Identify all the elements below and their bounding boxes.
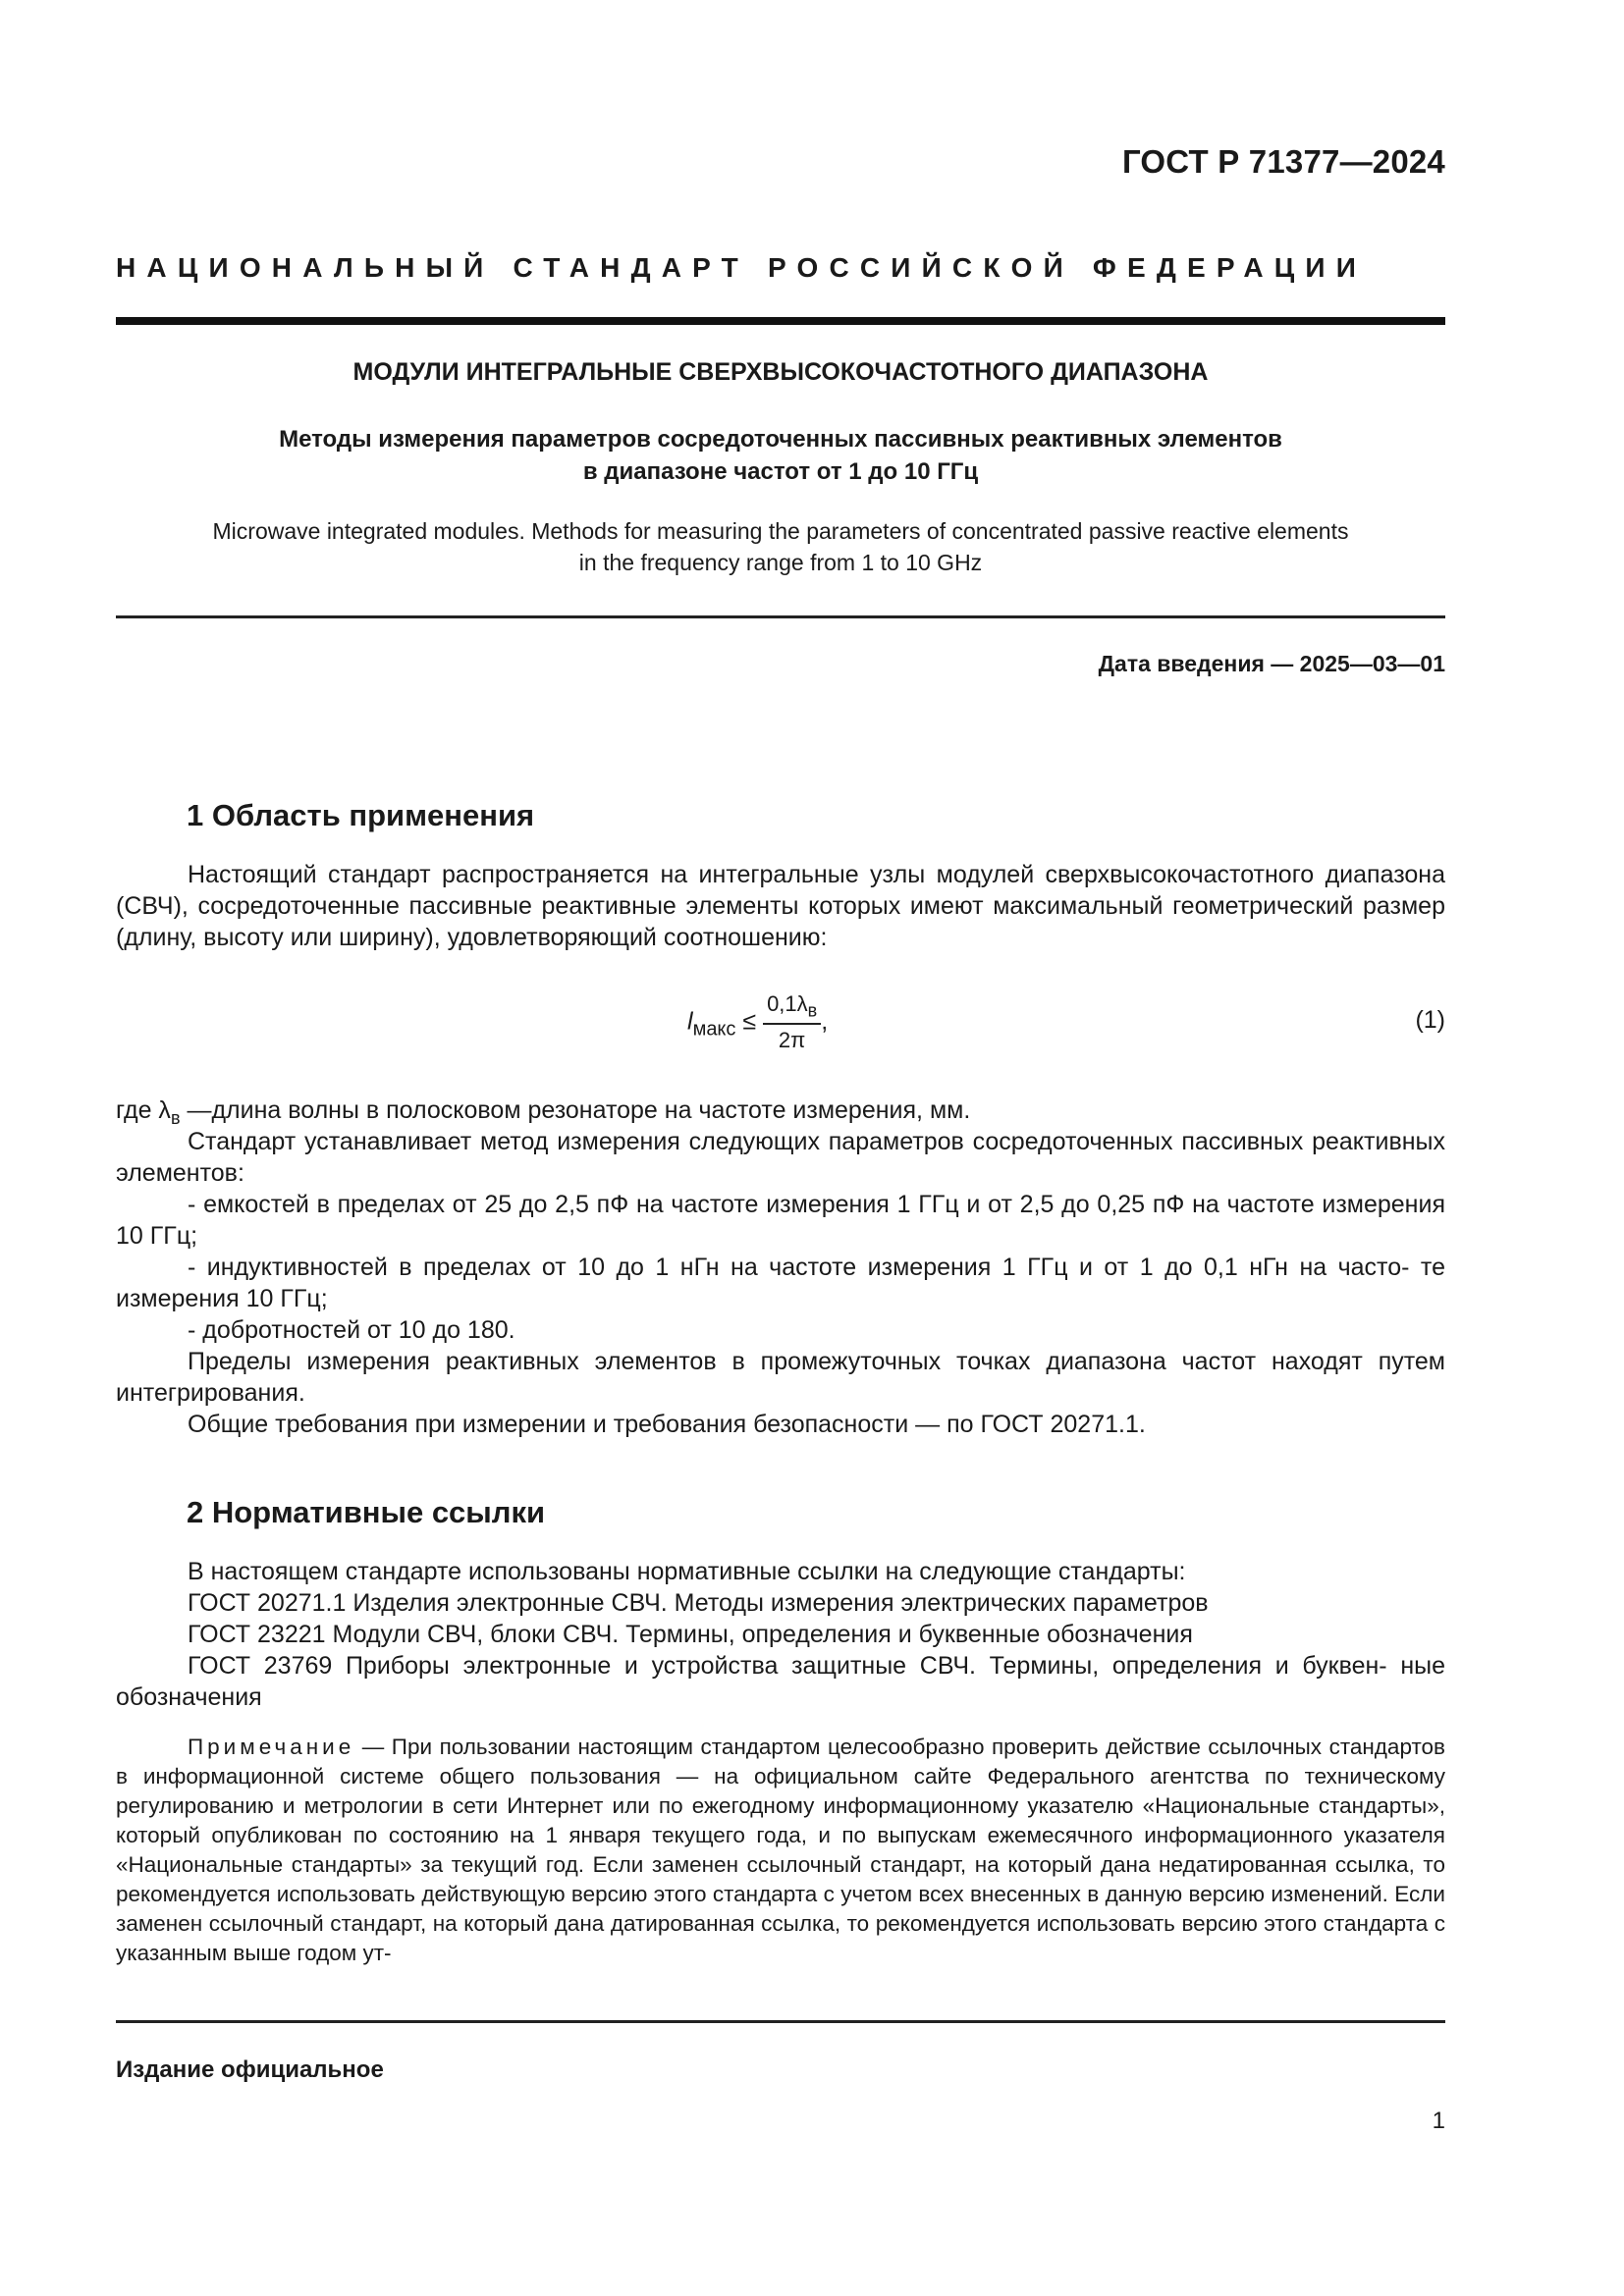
formula-trailing-comma: ,: [821, 1007, 829, 1036]
references-intro: В настоящем стандарте использованы нормативные ссылки на следующие стандарты:: [188, 1558, 1186, 1585]
parameters-paragraph: Стандарт устанавливает метод измерения следующих параметров сосредоточенных пассивных реактивных элементов:: [116, 1128, 1445, 1187]
document-title: МОДУЛИ ИНТЕГРАЛЬНЫЕ СВЕРХВЫСОКОЧАСТОТНОГО ДИАПАЗОНА: [352, 358, 1209, 386]
limits-paragraph: Пределы измерения реактивных элементов в промежуточных точках диапазона частот находят путем интегрирования.: [116, 1348, 1445, 1407]
where-prefix: где λ: [116, 1096, 171, 1124]
list-item-quality-factor: - добротностей от 10 до 180.: [188, 1316, 515, 1344]
requirements-paragraph: Общие требования при измерении и требования безопасности — по ГОСТ 20271.1.: [188, 1411, 1146, 1438]
note-label: Примечание: [188, 1735, 355, 1759]
formula-lhs-variable: l: [687, 1007, 693, 1036]
document-number: ГОСТ Р 71377—2024: [1121, 143, 1445, 180]
scope-paragraph: Настоящий стандарт распространяется на интегральные узлы модулей сверхвысокочастотного диапазона (СВЧ), сосредоточенные пассивные реактивные элементы которых имеют максимальный геометрический размер (длину, высоту или ширину), удовлетворяющий соотношению:: [116, 861, 1445, 951]
footer-divider: [116, 2020, 1445, 2023]
formula-numerator-text: 0,1λ: [767, 991, 808, 1016]
section-1-heading: 1 Область применения: [187, 798, 535, 832]
references-note: [116, 1733, 1445, 1968]
list-item-capacitance: - емкостей в пределах от 25 до 2,5 пФ на частоте измерения 1 ГГц и от 2,5 до 0,25 пФ на частоте измерения 10 ГГц;: [116, 1191, 1445, 1250]
formula-number: (1): [1415, 1006, 1445, 1034]
formula-denominator: 2π: [778, 1028, 806, 1053]
section-2-heading: 2 Нормативные ссылки: [187, 1495, 546, 1529]
formula-lhs-subscript: макс: [692, 1018, 736, 1041]
formula-numerator: [763, 991, 821, 1025]
formula-1: [687, 991, 828, 1053]
where-subscript: в: [170, 1108, 181, 1128]
where-text: —длина волны в полосковом резонаторе на частоте измерения, мм.: [180, 1096, 971, 1124]
english-title-line-1: Microwave integrated modules. Methods for measuring the parameters of concentrated passive reactive elements: [212, 518, 1349, 544]
formula-fraction: [763, 991, 821, 1053]
page-number: 1: [1432, 2108, 1445, 2134]
title-divider: [116, 615, 1445, 618]
english-title-line-2: in the frequency range from 1 to 10 GHz: [578, 550, 983, 575]
reference-gost-23221: ГОСТ 23221 Модули СВЧ, блоки СВЧ. Термины, определения и буквенные обозначения: [188, 1621, 1193, 1648]
subtitle-line-1: Методы измерения параметров сосредоточенных пассивных реактивных элементов: [279, 426, 1282, 453]
formula-relation: ≤: [742, 1007, 757, 1036]
note-text: — При пользовании настоящим стандартом целесообразно проверить действие ссылочных стандартов в информационной системе общего пользования — на официальном сайте Федерального агентства по техническому регулированию и метрологии в сети Интернет или по ежегодному информационному указателю «Национальные стандарты», который опубликован по состоянию на 1 января текущего года, и по выпускам ежемесячного информационного указателя «Национальные стандарты» за текущий год. Если заменен ссылочный стандарт, на который дана недатированная ссылка, то рекомендуется использовать действующую версию этого стандарта с учетом всех внесенных в данную версию изменений. Если заменен ссылочный стандарт, на который дана датированная ссылка, то рекомендуется использовать версию этого стандарта с указанным выше годом ут-: [116, 1735, 1445, 1965]
official-edition-label: Издание официальное: [116, 2056, 384, 2083]
formula-numerator-subscript: в: [807, 1000, 818, 1021]
introduction-date: Дата введения — 2025—03—01: [1098, 651, 1445, 676]
reference-gost-23769: ГОСТ 23769 Приборы электронные и устройства защитные СВЧ. Термины, определения и буквен- ные обозначения: [116, 1652, 1445, 1711]
subtitle-line-2: в диапазоне частот от 1 до 10 ГГц: [582, 458, 979, 485]
header-divider: [116, 317, 1445, 325]
list-item-inductance: - индуктивностей в пределах от 10 до 1 нГн на частоте измерения 1 ГГц и от 1 до 0,1 нГн на часто- те измерения 10 ГГц;: [116, 1254, 1445, 1312]
reference-gost-20271: ГОСТ 20271.1 Изделия электронные СВЧ. Методы измерения электрических параметров: [188, 1589, 1209, 1617]
national-standard-banner: НАЦИОНАЛЬНЫЙ СТАНДАРТ РОССИЙСКОЙ ФЕДЕРАЦИИ: [116, 252, 1368, 283]
document-subtitle: [116, 423, 1445, 488]
english-title: [116, 515, 1445, 578]
